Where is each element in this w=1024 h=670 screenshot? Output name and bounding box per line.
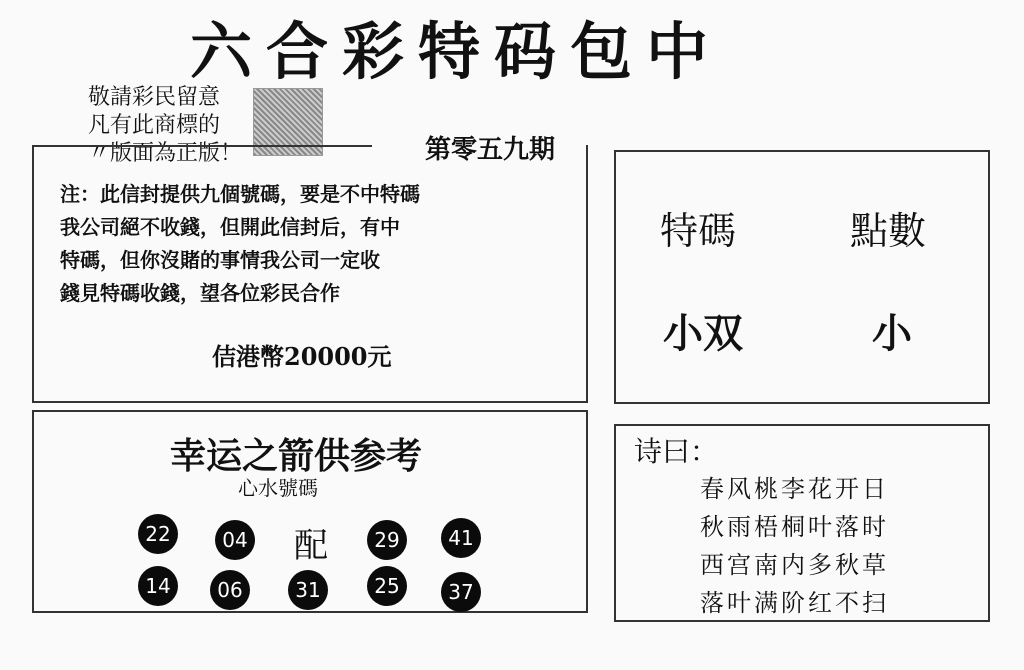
- number-ball: 29: [367, 520, 407, 560]
- envelope-note: [60, 178, 420, 310]
- lucky-subtitle: 心水號碼: [238, 476, 318, 500]
- number-ball: 37: [441, 572, 481, 612]
- number-ball: 25: [367, 566, 407, 606]
- page-title: 六合彩特码包中: [190, 15, 723, 88]
- special-code-box: [614, 150, 990, 404]
- number-ball: 22: [138, 514, 178, 554]
- points-value: 小: [872, 310, 912, 357]
- number-ball: 31: [288, 570, 328, 610]
- pair-label: 配: [294, 526, 328, 566]
- notice-line: 〃版面為正版！: [88, 141, 243, 166]
- number-ball: 41: [441, 518, 481, 558]
- issue-number: 第零五九期: [425, 135, 556, 165]
- deposit-amount: 佶港幣20000元: [212, 342, 392, 371]
- divider: [32, 145, 372, 147]
- special-code-value: 小双: [663, 310, 743, 357]
- poem-line: 春风桃李花开日: [700, 475, 889, 503]
- poem-line: 西宫南内多秋草: [700, 551, 889, 579]
- note-line: 特碼，但你沒賭的事情我公司一定收: [60, 248, 380, 272]
- poem-title: 诗曰：: [634, 435, 719, 468]
- note-line: 錢見特碼收錢，望各位彩民合作: [60, 281, 340, 305]
- note-line: 我公司絕不收錢，但開此信封后，有中: [60, 215, 400, 239]
- lucky-title: 幸运之箭供参考: [170, 436, 423, 477]
- number-ball: 06: [210, 570, 250, 610]
- poem-line: 秋雨梧桐叶落时: [700, 513, 889, 541]
- note-line: 注：此信封提供九個號碼，要是不中特碼: [60, 182, 420, 206]
- poem-text: [700, 470, 889, 622]
- notice-line: 敬請彩民留意: [88, 85, 221, 110]
- number-ball: 04: [215, 520, 255, 560]
- number-ball: 14: [138, 566, 178, 606]
- special-code-label: 特碼: [660, 209, 737, 253]
- notice-line: 凡有此商標的: [88, 113, 221, 138]
- points-label: 點數: [850, 209, 927, 253]
- poem-line: 落叶满阶红不扫: [700, 589, 889, 617]
